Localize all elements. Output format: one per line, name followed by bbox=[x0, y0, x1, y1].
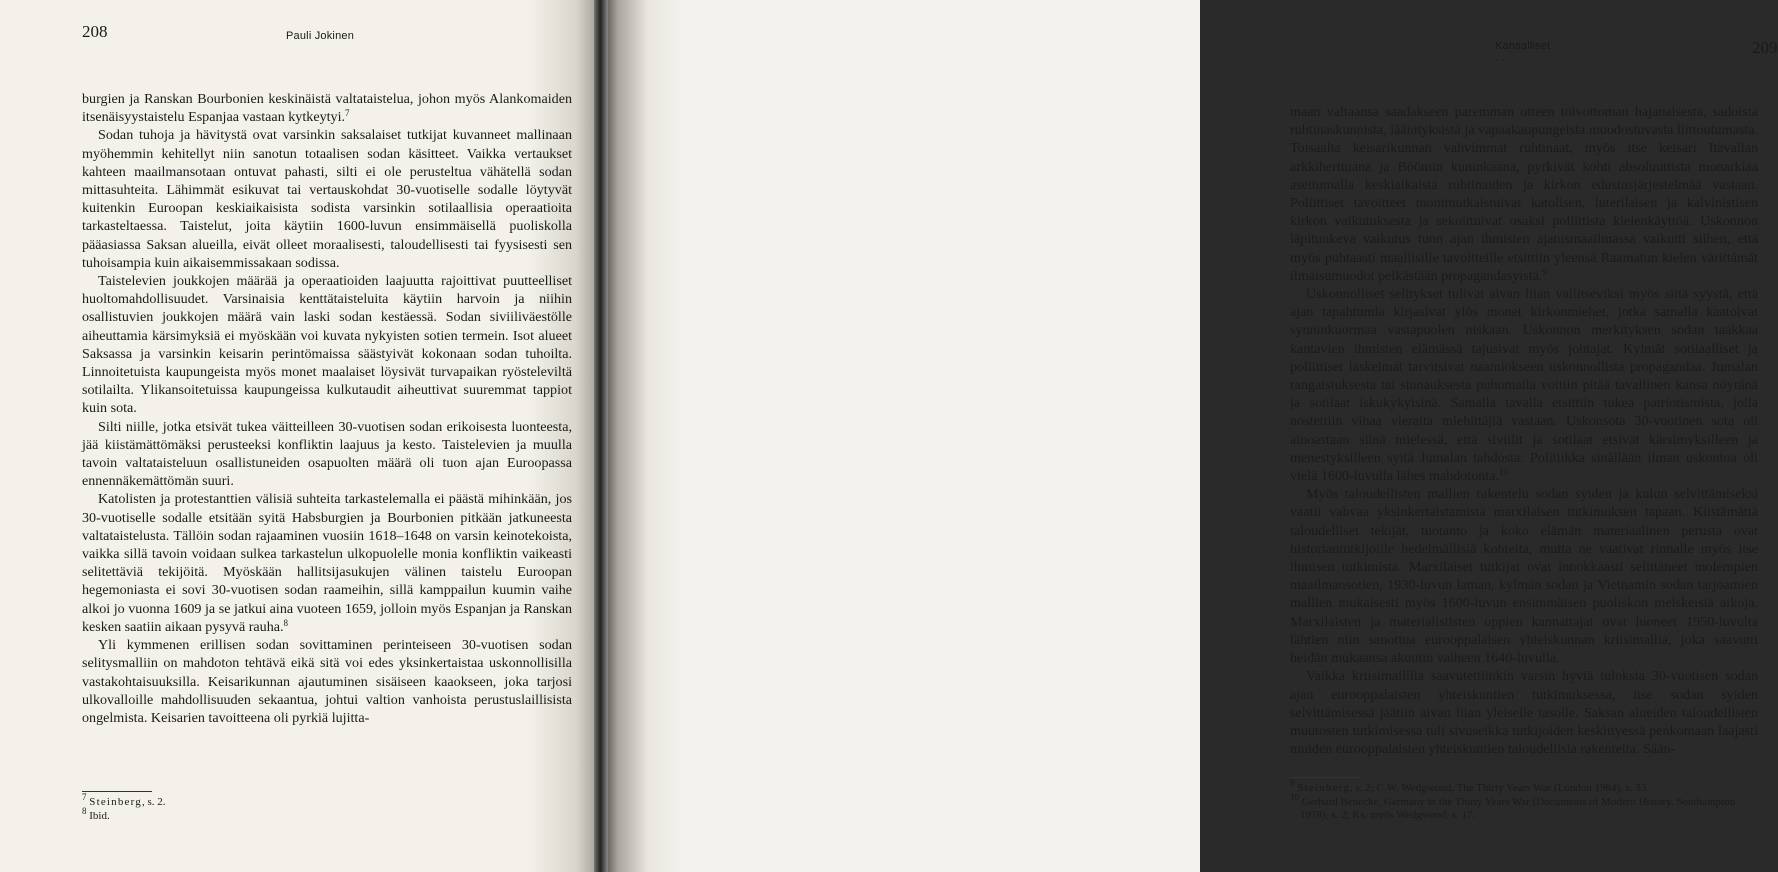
body-text bbox=[1290, 103, 1758, 758]
footnote: $^8$ Ibid. bbox=[82, 805, 110, 822]
paragraph: burgien ja Ranskan Bourbonien keskinäistä valtataistelua, johon myös Alankomaiden itsenäisyystaistelu Espanjaa vastaan kytkeytyi.$^7$ bbox=[82, 91, 572, 126]
footnotes bbox=[82, 792, 562, 823]
paragraph: Vaikka kriisimallilla saavutettiinkin varsin hyviä tuloksia 30-vuotisen sodan ajan eurooppalaisten yhteiskuntien tutkimuksessa, itse sodan syiden selvittämisessä jäätiin aivan liian yleiselle tasolle. Saksan alueiden taloudellisten muutosten tutkimisessa tuli sivuseikka tutkijoiden keskittyessä penkomaan laajasti muiden eurooppalaisten yhteiskuntien taloudellisia rakenteita. Sään- bbox=[1290, 668, 1758, 758]
footnote-rule bbox=[1290, 777, 1360, 778]
running-head: Kansalliset . . . bbox=[1495, 40, 1551, 64]
footnote-ref: 10 bbox=[1499, 467, 1509, 478]
paragraph: Silti niille, jotka etsivät tukea väitteilleen 30-vuotisen sodan erikoisesta luonteesta, jää kiistämättömäksi perusteeksi konfliktin laajuus ja kesto. Taistelevien ja muulla tavoin valtataisteluun osallistuneiden osapuolten määrä oli tuon ajan Euroopassa ennennäkemättömän suuri. bbox=[82, 418, 572, 490]
footnote: $^7$ Steinberg, s. 2. bbox=[82, 792, 166, 808]
page-number: 208 bbox=[82, 22, 108, 41]
footnote: $^9$ Steinberg, s. 2; C.W. Wedgwood, The Thirty Years War (London 1984), s. 33. bbox=[1290, 778, 1650, 794]
book-gutter bbox=[594, 0, 608, 872]
footnote: $^{10}$ Gerhard Benecke, Germany in the Thirty Years War (Documents of Modern History. Southampton 1978), s. 2; Ks. myös Wedgwood, s. 17. bbox=[1290, 791, 1736, 822]
paragraph: Taistelevien joukkojen määrää ja operaatioiden laajuutta rajoittivat puutteelliset huoltomahdollisuudet. Varsinaisia kenttätaisteluita käytiin harvoin ja niihin osallistuvien joukkojen määrä vain laski sodan kestäessä. Sodan siviiliväestölle aiheuttamia kärsimyksiä ei myöskään voi kuvata nykyisten sotien termein. Isot alueet Saksassa ja varsinkin keisarin perintömaissa säästyivät kokonaan sodan tuhoilta. Linnoitetuista kaupungeista myös monet maalaiset löysivät turvapaikan ryösteleviltä sotilailta. Ylikansoitetuissa kaupungeissa kulkutaudit aiheuttivat suuremmat tappiot kuin sota. bbox=[82, 273, 572, 417]
paragraph: Sodan tuhoja ja hävitystä ovat varsinkin saksalaiset tutkijat kuvanneet mallinaan myöhemmin kehitellyt niin sanotun totaalisen sodan käsitteet. Vaikka vertaukset kahteen maailmansotaan ontuvat pahasti, silti ei ole perusteltua vähätellä sodan mittasuhteita. Lähimmät esikuvat tai vertauskohdat 30-vuotiselle sodalle löytyvät kuitenkin Euroopan keskiaikaisista sodista varsinkin sotilaallisia operaatioita tarkasteltaessa. Taistelut, joita käytiin 1600-luvun ensimmäisellä puoliskolla pääasiassa Saksan alueilla, eivät olleet moraalisesti, taloudellisesti tai fyysisesti sen tuhoisampia kuin aikaisemmissakaan sodissa. bbox=[82, 127, 572, 271]
paragraph: Myös taloudellisten mallien rakentelu sodan syiden ja kulun selvittämiseksi vaatii vahvaa yksinkertaistamista marxilaisen tutkimuksen tapaan. Kiistämättä taloudelliset tekijät, tuotanto ja koko elämän materiaalinen perusta ovat historiantutkijoille hedelmällisiä kohteita, mutta ne vaativat rinnalle myös itse ihmisen tutkimista. Marxilaiset tutkijat ovat innokkaasti selittäneet molempien maailmansotien, 1930-luvun laman, kylmän sodan ja Vietnamin sodan tarjoamien mallien mukaisesti myös 1600-luvun ensimmäisen puoliskon melskeisiä aikoja. Marxilaisten ja materialististen oppien kannattajat ovat luoneet 1950-luvulta lähtien niin sanottua eurooppalaisen yhteiskunnan kriisimallia, joka saavutti heidän mukaansa akuutin vaiheen 1640-luvulla. bbox=[1290, 486, 1758, 667]
left-page bbox=[0, 0, 600, 872]
running-head: Pauli Jokinen bbox=[286, 30, 355, 42]
paragraph: Uskonnolliset selitykset tulivat aivan liian vallitseviksi myös siitä syystä, että ajan tapahtumia kirjasivat ylös monet kirkonmiehet, jotka samalla kaatoivat synninkuormaa vastapuolen niskaan. Uskonnon merkityksen sodan taakkaa kantavien ihmisten elämässä tajusivat myös johtajat. Kylmät sotilaalliset ja poliittiset laskelmat tarvitsivat naamiokseen uskonnollista propagandaa. Jumalan rangaistuksesta tai siunauksesta puhumalla voitiin pitää tavallinen kansa nöyränä ja sotilaat iskukykyisinä. Samalla tavalla etsittiin tukea patriotismista, jolla nostettiin vihaa vieraita miehittäjiä vastaan. Uskonsota 30-vuotinen sota oli ainoastaan siinä mielessä, että siviilit ja sotilaat etsivät kärsimyksilleen ja menestyksilleen syitä Jumalan tahdosta. Politiikka sinällään ilman uskontoa oli vielä 1600-luvulla lähes mahdotonta.$^{10}$ bbox=[1290, 286, 1758, 485]
footnote-ref: 9 bbox=[1542, 266, 1547, 277]
paragraph: maan valtaansa saadakseen paremman otteen toivottoman hajanaisesta, sadoista ruhtinaskunnista, läänityksistä ja vapaakaupungeista muodostuvasta liittoutumasta. Toisaalta keisarikunnan vahvimmat ruhtinaat, myös itse keisari Itävallan arkkiherttuana ja Böömin kuninkaana, pyrkivät kohti absoluuttista monarkiaa asettumalla keskiaikaista ruhtinaiden ja kirkon edustusjärjestelmää vastaan. Poliittiset tavoitteet monimutkaistuivat katolisen, luterilaisen ja kalvinistisen kirkon vaikutuksesta ja sekoittuivat osaksi poliittista kielenkäyttöä. Uskonnon läpitunkeva vaikutus tuon ajan ihmisten ajatusmaailmassa vaikutti siihen, että myös puhtaasti maallisille tavoitteille etsittiin yleensä Raamatun kielen värittämät ilmaisumuodot pelkästään propagandasyistä.$^9$ bbox=[1290, 104, 1758, 284]
paragraph: Yli kymmenen erillisen sodan sovittaminen perinteiseen 30-vuotisen sodan selitysmalliin on mahdoton tehtävä eikä sitä voi edes yksinkertaistaa uskonnollisilla vastakohtaisuuksilla. Keisarikunnan ajautuminen sisäiseen kaaokseen, joka tarjosi ulkovalloille mahdollisuuden sekaantua, johtui valtion vanhoista perustuslaillisista ongelmista. Keisarien tavoitteena oli pyrkiä lujitta- bbox=[82, 637, 572, 726]
footnote-ref: 8 bbox=[283, 617, 289, 628]
paragraph: Katolisten ja protestanttien välisiä suhteita tarkastelemalla ei päästä mihinkään, jos 30-vuotiselle sodalle etsitään syitä Habsburgien ja Bourbonien pitkään jatkuneesta valtataistelusta. Tällöin sodan rajaaminen vuosiin 1618–1648 on varsin keinotekoista, vaikka sillä tavoin voidaan sulkea tarkastelun ulkopuolelle monia konfliktin vaikeasti selitettäviä tekijöitä. Myöskään hallitsijasukujen välinen taistelu Euroopan hegemoniasta ei sovi 30-vuotisen sodan raameihin, sillä kamppailun kuumin vaihe alkoi jo vuonna 1609 ja se jatkui aina vuoteen 1659, jolloin myös Espanjan ja Ranskan kesken saatiin aikaan pysyvä rauha.$^8$ bbox=[82, 491, 572, 635]
right-page bbox=[600, 0, 1778, 872]
footnote-ref: 7 bbox=[345, 108, 350, 119]
page-number: 209 bbox=[1752, 38, 1778, 57]
footnote-rule bbox=[82, 791, 152, 792]
body-text bbox=[82, 90, 572, 727]
footnotes bbox=[1290, 778, 1760, 823]
